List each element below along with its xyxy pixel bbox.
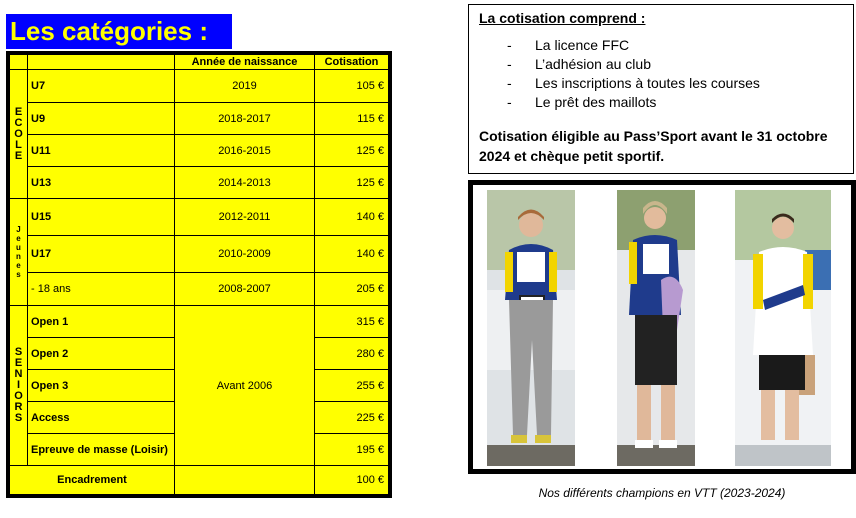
table-row-fee: 255 € xyxy=(315,370,388,402)
table-row-fee: 100 € xyxy=(356,474,384,486)
table-row-category: U15 xyxy=(28,199,175,236)
table-header-corner xyxy=(10,55,28,70)
table-row-year: 2014-2013 xyxy=(175,167,315,199)
cotisation-note: Cotisation éligible au Pass’Sport avant le 31 octobre 2024 et chèque petit sportif. xyxy=(479,128,828,164)
champion-photo xyxy=(617,190,695,466)
table-row-category: Open 2 xyxy=(28,338,175,370)
photo-frame xyxy=(468,180,856,474)
table-seniors-year: Avant 2006 xyxy=(175,306,315,466)
cotisation-list xyxy=(479,36,843,112)
table-row-fee: 140 € xyxy=(315,236,388,273)
table-row-year: 2019 xyxy=(175,70,315,103)
champion-photo xyxy=(735,190,831,466)
table-row-fee: 140 € xyxy=(315,199,388,236)
table-row-year: 2018-2017 xyxy=(175,103,315,135)
table-row-category: - 18 ans xyxy=(28,273,175,306)
table-row-category: Open 1 xyxy=(28,306,175,338)
group-label-seniors: S E N I O R S xyxy=(10,306,28,466)
list-item: - L’adhésion au club xyxy=(507,56,651,72)
group-label-ecole: E C O L E xyxy=(10,70,28,199)
table-row-fee: 125 € xyxy=(315,167,388,199)
table-row-category: Access xyxy=(28,402,175,434)
table-row-fee: 225 € xyxy=(315,402,388,434)
list-item: - Les inscriptions à toutes les courses xyxy=(507,75,760,91)
list-item: - La licence FFC xyxy=(507,37,630,53)
group-label-jeunes: J e u n e s xyxy=(10,199,28,306)
cotisation-box xyxy=(468,4,854,174)
photo-caption: Nos différents champions en VTT (2023-2024) xyxy=(538,486,786,500)
page-title: Les catégories : xyxy=(6,14,232,49)
list-item: - Le prêt des maillots xyxy=(507,94,657,110)
cotisation-heading: La cotisation comprend : xyxy=(479,10,646,26)
table-row-fee: 315 € xyxy=(315,306,388,338)
champion-photo xyxy=(487,190,575,466)
table-row-category: U11 xyxy=(28,135,175,167)
table-header-category xyxy=(28,55,175,70)
table-row-year: 2016-2015 xyxy=(175,135,315,167)
table-row-category: Encadrement xyxy=(10,466,175,494)
table-row-fee: 205 € xyxy=(315,273,388,306)
table-row-category: U17 xyxy=(28,236,175,273)
table-row-category: U7 xyxy=(28,70,175,103)
categories-table xyxy=(6,51,392,498)
table-row-fee: 195 € xyxy=(315,434,388,466)
table-row-fee: 105 € xyxy=(315,70,388,103)
table-row-year: 2012-2011 xyxy=(175,199,315,236)
table-row-year xyxy=(175,466,315,494)
table-row-category: Open 3 xyxy=(28,370,175,402)
table-header-fee: Cotisation xyxy=(315,55,388,70)
table-row-category: U9 xyxy=(28,103,175,135)
table-row-fee: 125 € xyxy=(315,135,388,167)
table-row-category: U13 xyxy=(28,167,175,199)
table-row-category: Epreuve de masse (Loisir) xyxy=(28,434,175,466)
table-row-year: 2010-2009 xyxy=(175,236,315,273)
table-row-year: 2008-2007 xyxy=(175,273,315,306)
table-row-fee: 115 € xyxy=(315,103,388,135)
table-header-year: Année de naissance xyxy=(175,55,315,70)
table-row-fee: 280 € xyxy=(315,338,388,370)
